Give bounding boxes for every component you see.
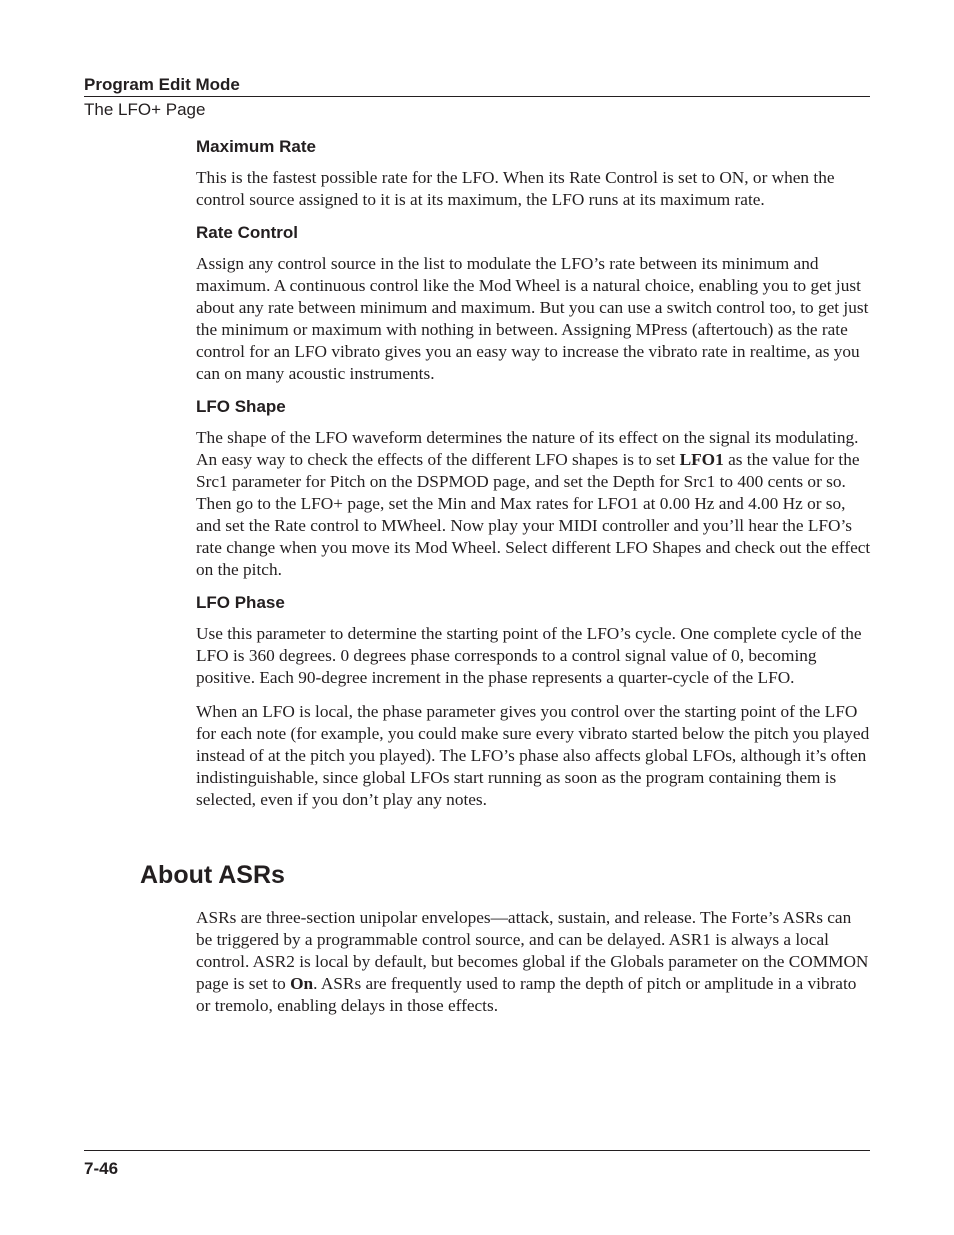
chapter-title: Program Edit Mode (84, 75, 240, 94)
section-heading: LFO Shape (196, 397, 286, 416)
body-paragraph: Use this parameter to determine the starting point of the LFO’s cycle. One complete cycle of the LFO is 360 degrees. 0 degrees phase corresponds to a control signal value of 0, becoming positive. Each 90-degree increment in the phase represents a quarter-cycle of the LFO. (196, 624, 862, 687)
text-run: . ASRs are frequently used to ramp the depth of pitch or amplitude in a vibrato or tremolo, enabling delays in those effects. (196, 974, 857, 1015)
body-paragraph: This is the fastest possible rate for the LFO. When its Rate Control is set to ON, or when the control source assigned to it is at its maximum, the LFO runs at its maximum rate. (196, 168, 835, 209)
section-lfo-shape (196, 397, 871, 581)
section-heading: Rate Control (196, 223, 298, 242)
asrs-paragraph (196, 907, 871, 1017)
text-run: ASRs are three-section unipolar envelopes—attack, sustain, and release. The Forte’s ASRs can be triggered by a programmable control source, and can be delayed. ASR1 is always a local control. ASR2 is local by default, but becomes global if the Globals parameter on the COMMON page is set to (196, 908, 869, 993)
page-number: 7-46 (84, 1159, 119, 1178)
section-subtitle: The LFO+ Page (84, 100, 206, 119)
page-header (84, 75, 870, 120)
section-rate-control (196, 223, 871, 385)
body-paragraph (196, 427, 871, 581)
body-paragraph: Assign any control source in the list to modulate the LFO’s rate between its minimum and maximum. A continuous control like the Mod Wheel is a natural choice, enabling you to get just about any rate between minimum and maximum. But you can use a switch control too, to get just the minimum or maximum with nothing in between. Assigning MPress (aftertouch) as the rate control for an LFO vibrato gives you an easy way to increase the vibrato rate in realtime, as you can on many acoustic instruments. (196, 254, 869, 383)
section-maximum-rate (196, 137, 871, 211)
section-heading: LFO Phase (196, 593, 285, 612)
bold-term: LFO1 (679, 450, 724, 469)
header-rule (84, 96, 870, 97)
main-content (196, 137, 871, 823)
section-lfo-phase (196, 593, 871, 811)
footer-rule (84, 1150, 870, 1151)
about-asrs-heading: About ASRs (140, 861, 285, 889)
section-heading: Maximum Rate (196, 137, 316, 156)
bold-term: On (290, 974, 314, 993)
text-run: as the value for the Src1 parameter for Pitch on the DSPMOD page, and set the Depth for Src1 to 400 cents or so. Then go to the LFO+ page, set the Min and Max rates for LFO1 at 0.00 Hz and 4.00 Hz or so, and set the Rate control to MWheel. Now play your MIDI controller and you’ll hear the LFO’s rate change when you move its Mod Wheel. Select different LFO Shapes and check out the effect on the pitch. (196, 450, 871, 579)
text-run: The shape of the LFO waveform determines the nature of its effect on the signal its modulating. An easy way to check the effects of the different LFO shapes is to set (196, 428, 859, 469)
body-paragraph: When an LFO is local, the phase parameter gives you control over the starting point of the LFO for each note (for example, you could make sure every vibrato started below the pitch you played instead of at the pitch you played). The LFO’s phase also affects global LFOs, although it’s often indistinguishable, since global LFOs start running as soon as the program containing them is selected, even if you don’t play any notes. (196, 702, 870, 809)
